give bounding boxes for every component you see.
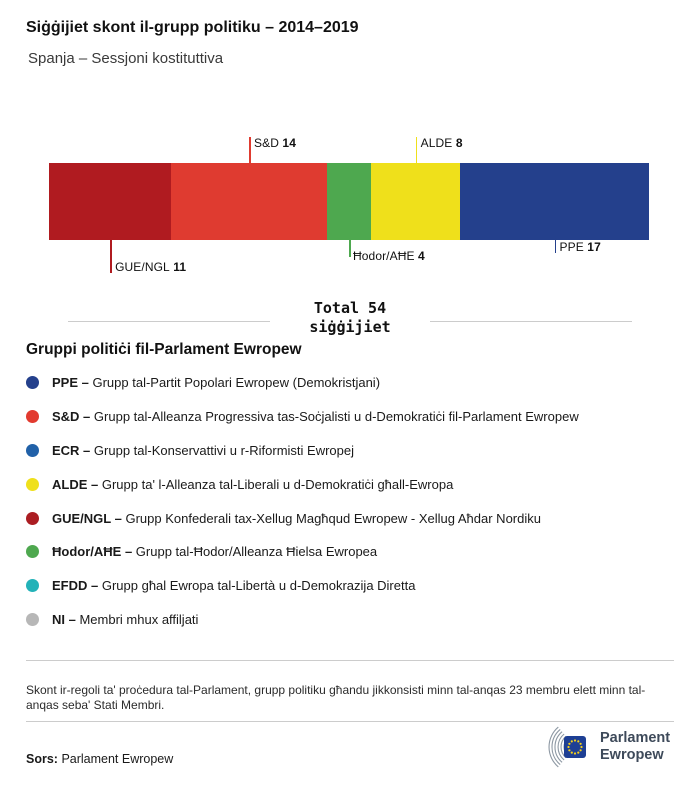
legend-desc: Grupp tal-Konservattivi u r-Riformisti Ewropej <box>93 442 354 458</box>
legend-item-label <box>52 511 541 526</box>
legend-abbr: ECR – <box>52 442 91 458</box>
legend-item-label <box>52 409 579 424</box>
legend-item-s-d <box>26 400 579 434</box>
legend-item-label <box>52 544 377 559</box>
legend-item-label <box>52 375 380 390</box>
callout-group-name: GUE/NGL <box>115 260 170 274</box>
legend-desc: Grupp tal-Ħodor/Alleanza Ħielsa Ewropea <box>135 544 378 560</box>
bar-segment-alde <box>371 163 460 240</box>
legend-dot-ecr <box>26 444 39 457</box>
page-title: Siġġijiet skont il-grupp politiku – 2014–2019 <box>26 19 359 36</box>
source-line <box>26 752 173 766</box>
legend-item-label <box>52 477 453 492</box>
legend-dot-ppe <box>26 376 39 389</box>
callout-seat-count: 17 <box>587 240 601 254</box>
callout-label-ppe <box>560 240 601 254</box>
legend-item-label <box>52 578 415 593</box>
legend-abbr: NI – <box>52 611 76 627</box>
callout-line-s-d <box>249 137 251 163</box>
legend-item-ppe <box>26 366 579 400</box>
legend-item-odor-a-e <box>26 535 579 569</box>
total-label-line1: Total 54 <box>313 299 387 317</box>
page-subtitle: Spanja – Sessjoni kostituttiva <box>28 50 224 67</box>
callout-label-odor-a-e <box>353 249 425 263</box>
legend-abbr: PPE – <box>52 375 89 391</box>
legend-dot-gue-ngl <box>26 512 39 525</box>
legend-desc: Grupp għal Ewropa tal-Libertà u d-Demokrazija Diretta <box>101 578 416 594</box>
source-text: Parlament Ewropew <box>61 752 174 766</box>
bar-segment-gue-ngl <box>49 163 171 240</box>
total-label-line2: siġġijiet <box>309 318 391 336</box>
callout-line-ppe <box>555 240 557 253</box>
bar-segment-ppe <box>460 163 649 240</box>
legend-dot-odor-a-e <box>26 545 39 558</box>
legend-dot-s-d <box>26 410 39 423</box>
legend-item-label <box>52 612 198 627</box>
total-label <box>0 299 700 337</box>
callout-line-odor-a-e <box>349 240 351 257</box>
legend-list <box>26 366 579 636</box>
legend-dot-efdd <box>26 579 39 592</box>
footnote-divider-bottom <box>26 721 674 722</box>
ep-logo-text <box>600 730 670 764</box>
legend-abbr: ALDE – <box>52 476 99 492</box>
ep-hemicycle-icon <box>528 724 590 770</box>
callout-line-gue-ngl <box>110 240 112 273</box>
callout-label-alde <box>421 136 463 150</box>
legend-desc: Membri mhux affiljati <box>79 611 199 627</box>
legend-item-alde <box>26 467 579 501</box>
source-label: Sors: <box>26 752 58 766</box>
callout-seat-count: 14 <box>282 136 296 150</box>
callout-seat-count: 4 <box>418 249 425 263</box>
seat-chart <box>49 137 649 287</box>
ep-logo-line1: Parlament <box>600 730 671 746</box>
legend-desc: Grupp ta' l-Alleanza tal-Liberali u d-Demokratiċi għall-Ewropa <box>101 476 454 492</box>
bar-segment-odor-a-e <box>327 163 371 240</box>
eu-flag-icon <box>564 736 586 758</box>
callout-label-gue-ngl <box>115 260 186 274</box>
legend-item-ni <box>26 603 579 637</box>
legend-desc: Grupp tal-Partit Popolari Ewropew (Demokristjani) <box>92 375 381 391</box>
legend-abbr: S&D – <box>52 409 91 425</box>
legend-item-ecr <box>26 434 579 468</box>
legend-desc: Grupp tal-Alleanza Progressiva tas-Soċjalisti u d-Demokratiċi fil-Parlament Ewropew <box>93 409 579 425</box>
legend-desc: Grupp Konfederali tax-Xellug Magħqud Ewropew - Xellug Aħdar Nordiku <box>125 510 541 526</box>
legend-abbr: GUE/NGL – <box>52 510 122 526</box>
ep-logo <box>528 724 670 770</box>
callout-seat-count: 11 <box>173 260 187 274</box>
callout-group-name: PPE <box>559 240 584 254</box>
legend-item-gue-ngl <box>26 501 579 535</box>
legend-abbr: EFDD – <box>52 578 99 594</box>
callout-label-s-d <box>254 136 296 150</box>
footnote-divider-top <box>26 660 674 661</box>
legend-item-efdd <box>26 569 579 603</box>
callout-group-name: ALDE <box>420 136 453 150</box>
footnote-text: Skont ir-regoli ta' proċedura tal-Parlament, grupp politiku għandu jikkonsisti minn tal-anqas 23 membru elett minn tal-anqas seba' Stati Membri. <box>26 683 646 712</box>
legend-dot-ni <box>26 613 39 626</box>
callout-line-alde <box>416 137 418 163</box>
legend-heading: Gruppi politiċi fil-Parlament Ewropew <box>26 341 302 358</box>
legend-dot-alde <box>26 478 39 491</box>
bar-segment-s-d <box>171 163 327 240</box>
ep-logo-line2: Ewropew <box>600 747 664 763</box>
callout-seat-count: 8 <box>455 136 463 150</box>
stacked-bar <box>49 163 649 240</box>
legend-abbr: Ħodor/AĦE – <box>52 544 133 560</box>
legend-item-label <box>52 443 354 458</box>
callout-group-name: S&D <box>254 136 279 150</box>
callout-group-name: Ħodor/AĦE <box>353 249 415 263</box>
